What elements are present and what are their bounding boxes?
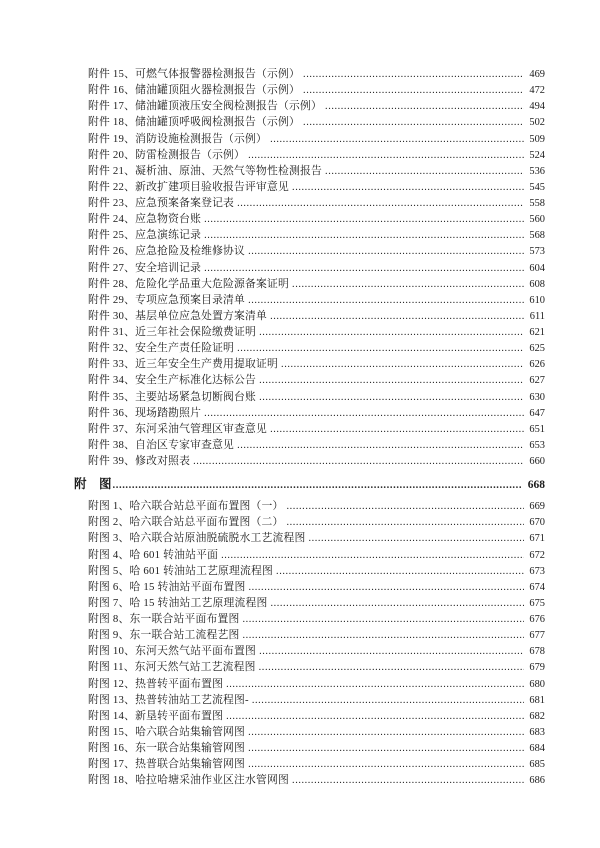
- toc-entry-page: 683: [529, 726, 545, 738]
- toc-entry: [0, 211, 600, 227]
- toc-entry: [0, 147, 600, 163]
- toc-entry: [0, 292, 600, 308]
- toc-entry: [0, 740, 600, 756]
- toc-entry: [0, 421, 600, 437]
- toc-entry-label: 附件 37、东河采油气管理区审查意见: [88, 422, 268, 435]
- toc-entry-label: 附件 17、储油罐顶液压安全阀检测报告（示例）: [88, 100, 323, 113]
- toc-entry: [0, 611, 600, 627]
- figures-heading-label: 附 图: [74, 477, 112, 492]
- toc-entry: [0, 756, 600, 772]
- toc-dot-leader: [248, 147, 524, 164]
- toc-entry-page: 627: [529, 375, 545, 387]
- toc-dot-leader: [259, 372, 524, 389]
- toc-entry: [0, 179, 600, 195]
- toc-entry: [0, 227, 600, 243]
- toc-dot-leader: [270, 595, 524, 612]
- toc-dot-leader: [204, 227, 524, 244]
- toc-dot-leader: [281, 356, 524, 373]
- toc-entry-page: 653: [529, 439, 545, 451]
- toc-entry-label: 附件 35、主要站场紧急切断阀台账: [88, 390, 257, 403]
- toc-entry-page: 494: [529, 101, 545, 113]
- toc-entry-page: 660: [529, 456, 545, 467]
- toc-entry-page: 673: [529, 565, 545, 577]
- toc-entry-page: 681: [529, 694, 545, 706]
- toc-entry: [0, 405, 600, 421]
- toc-entry-label: 附图 10、东河天然气站平面布置图: [88, 645, 257, 658]
- toc-entry: [0, 643, 600, 659]
- toc-entry-page: 545: [529, 181, 545, 193]
- toc-entry: [0, 708, 600, 724]
- toc-entry-page: 604: [529, 262, 545, 274]
- toc-entry-label: 附图 4、哈 601 转油站平面: [88, 548, 219, 561]
- toc-entry-page: 682: [529, 710, 545, 722]
- toc-dot-leader: [226, 676, 524, 693]
- toc-dot-leader: [248, 579, 524, 596]
- toc-entry-label: 附件 15、可燃气体报警器检测报告（示例）: [88, 68, 301, 80]
- toc-entry: [0, 692, 600, 708]
- toc-dot-leader: [193, 453, 524, 470]
- toc-dot-leader: [248, 724, 524, 741]
- toc-entry-label: 附图 2、哈六联合站总平面布置图（二）: [88, 516, 284, 529]
- toc-entry: [0, 356, 600, 372]
- toc-entry-label: 附图 15、哈六联合站集输管网图: [88, 725, 246, 738]
- toc-entry-page: 610: [529, 294, 545, 306]
- toc-dot-leader: [325, 98, 524, 115]
- toc-entry: [0, 82, 600, 98]
- toc-entry-label: 附件 34、安全生产标准化达标公告: [88, 374, 257, 387]
- toc-entry-label: 附图 17、热普联合站集输管网图: [88, 758, 246, 771]
- toc-entry-label: 附图 8、东一联合站平面布置图: [88, 613, 240, 625]
- toc-entry-page: 651: [529, 423, 545, 435]
- toc-entry: [0, 659, 600, 675]
- toc-entry-label: 附图 3、哈六联合站原油脱硫脱水工艺流程图: [88, 532, 306, 545]
- toc-entry: [0, 260, 600, 276]
- toc-dot-leader: [204, 405, 524, 422]
- toc-figures-list: [0, 498, 600, 788]
- toc-entry-page: 671: [529, 533, 545, 545]
- toc-entry: [0, 131, 600, 147]
- toc-entry: [0, 98, 600, 114]
- toc-dot-leader: [286, 514, 524, 531]
- toc-entry: [0, 498, 600, 514]
- toc-dot-leader: [286, 498, 524, 515]
- toc-entry-page: 568: [529, 230, 545, 242]
- toc-entry-page: 469: [529, 69, 545, 80]
- toc-entry: [0, 324, 600, 340]
- toc-entry-page: 509: [529, 133, 545, 145]
- toc-entry-label: 附件 32、安全生产责任险证明: [88, 342, 235, 355]
- toc-dot-leader: [242, 611, 524, 628]
- toc-entry: [0, 195, 600, 211]
- toc-entry-page: 675: [529, 597, 545, 609]
- toc-dot-leader: [242, 627, 524, 644]
- toc-dot-leader: [259, 389, 524, 406]
- toc-dot-leader: [248, 756, 524, 773]
- toc-entry-page: 611: [529, 310, 545, 322]
- toc-entry: [0, 276, 600, 292]
- toc-entry: [0, 340, 600, 356]
- toc-entry-page: 626: [529, 359, 545, 371]
- toc-entry: [0, 114, 600, 130]
- toc-dot-leader: [248, 243, 524, 260]
- toc-entry-label: 附件 25、应急演练记录: [88, 229, 202, 242]
- toc-entry: [0, 530, 600, 546]
- toc-entry: [0, 563, 600, 579]
- toc-dot-leader: [221, 547, 524, 564]
- toc-entry-label: 附件 24、应急物资台账: [88, 213, 202, 226]
- toc-dot-leader: [248, 292, 524, 309]
- toc-entry-label: 附图 6、哈 15 转油站平面布置图: [88, 580, 246, 593]
- toc-entry-page: 647: [529, 407, 545, 419]
- toc-entry-label: 附图 9、东一联合站工流程艺图: [88, 629, 240, 642]
- toc-entry: [0, 595, 600, 611]
- toc-dot-leader: [248, 740, 524, 757]
- toc-dot-leader: [113, 474, 521, 496]
- toc-entry-label: 附件 19、消防设施检测报告（示例）: [88, 132, 268, 145]
- toc-entry-page: 524: [529, 149, 545, 161]
- toc-entry-label: 附件 21、凝析油、原油、天然气等物性检测报告: [88, 164, 323, 177]
- toc-entry: [0, 372, 600, 388]
- toc-entry-page: 630: [529, 391, 545, 403]
- toc-entry-label: 附图 11、东河天然气站工艺流程图: [88, 661, 256, 674]
- toc-entry-page: 536: [529, 165, 545, 177]
- toc-entry: [0, 163, 600, 179]
- toc-entry-label: 附图 5、哈 601 转油站工艺原理流程图: [88, 564, 274, 577]
- toc-entry-page: 669: [529, 501, 545, 513]
- toc-entry-page: 573: [529, 246, 545, 258]
- toc-entry-page: 560: [529, 214, 545, 226]
- toc-entry-label: 附件 23、应急预案备案登记表: [88, 197, 235, 209]
- toc-entry-label: 附图 1、哈六联合站总平面布置图（一）: [88, 500, 284, 513]
- toc-entry: [0, 547, 600, 563]
- toc-entry-label: 附图 16、东一联合站集输管网图: [88, 742, 246, 754]
- toc-entry-page: 686: [529, 775, 545, 787]
- toc-dot-leader: [237, 437, 524, 454]
- toc-entry-page: 677: [529, 630, 545, 642]
- figures-heading-page: 668: [527, 479, 545, 492]
- toc-dot-leader: [270, 421, 524, 438]
- toc-entry: [0, 772, 600, 788]
- toc-entry-page: 678: [529, 646, 545, 658]
- toc-dot-leader: [270, 308, 524, 325]
- toc-entry-page: 502: [529, 117, 545, 129]
- toc-entry-page: 621: [529, 327, 545, 338]
- toc-entry-page: 685: [529, 759, 545, 771]
- toc-dot-leader: [292, 772, 524, 789]
- toc-entry-label: 附件 30、基层单位应急处置方案清单: [88, 309, 268, 322]
- toc-dot-leader: [226, 708, 524, 725]
- toc-attachments-list: [0, 66, 600, 469]
- table-of-contents: [0, 66, 600, 788]
- toc-entry: [0, 579, 600, 595]
- toc-entry: [0, 627, 600, 643]
- toc-dot-leader: [259, 643, 524, 660]
- toc-dot-leader: [292, 179, 524, 196]
- toc-entry-page: 674: [529, 581, 545, 593]
- figures-section-heading: [0, 474, 600, 495]
- toc-dot-leader: [237, 340, 524, 357]
- toc-entry-label: 附件 39、修改对照表: [88, 455, 191, 467]
- toc-entry-label: 附件 36、现场踏勘照片: [88, 406, 202, 419]
- toc-entry-page: 679: [529, 662, 545, 674]
- toc-dot-leader: [292, 276, 524, 293]
- toc-entry-page: 684: [529, 743, 545, 754]
- toc-entry-label: 附件 18、储油罐顶呼吸阀检测报告（示例）: [88, 116, 301, 129]
- toc-dot-leader: [237, 195, 524, 212]
- toc-entry-label: 附件 31、近三年社会保险缴费证明: [88, 326, 257, 338]
- toc-entry: [0, 437, 600, 453]
- toc-entry-page: 472: [529, 85, 545, 97]
- toc-entry-label: 附件 33、近三年安全生产费用提取证明: [88, 358, 279, 371]
- toc-entry-page: 680: [529, 678, 545, 690]
- toc-dot-leader: [276, 563, 524, 580]
- toc-entry: [0, 308, 600, 324]
- toc-entry: [0, 724, 600, 740]
- toc-entry-label: 附图 14、新垦转平面布置图: [88, 709, 224, 722]
- toc-dot-leader: [204, 211, 524, 228]
- toc-dot-leader: [252, 692, 524, 709]
- toc-entry-label: 附件 20、防雷检测报告（示例）: [88, 148, 246, 161]
- toc-dot-leader: [204, 260, 524, 277]
- toc-dot-leader: [303, 114, 524, 131]
- toc-entry-label: 附图 18、哈拉哈塘采油作业区注水管网图: [88, 774, 290, 787]
- toc-entry-page: 672: [529, 549, 545, 561]
- toc-entry-page: 608: [529, 278, 545, 290]
- toc-dot-leader: [303, 82, 524, 99]
- toc-entry: [0, 66, 600, 82]
- toc-dot-leader: [259, 659, 524, 676]
- toc-entry-label: 附件 28、危险化学品重大危险源备案证明: [88, 277, 290, 290]
- toc-entry: [0, 243, 600, 259]
- toc-entry-label: 附图 13、热普转油站工艺流程图-: [88, 693, 249, 706]
- toc-entry-page: 676: [529, 614, 545, 625]
- toc-entry-label: 附件 26、应急抢险及检维修协议: [88, 245, 246, 258]
- toc-dot-leader: [303, 66, 524, 83]
- toc-entry-label: 附件 27、安全培训记录: [88, 261, 202, 274]
- toc-dot-leader: [308, 530, 524, 547]
- toc-dot-leader: [325, 163, 524, 180]
- toc-entry-page: 670: [529, 517, 545, 529]
- toc-entry: [0, 676, 600, 692]
- toc-entry: [0, 514, 600, 530]
- toc-entry-label: 附件 29、专项应急预案目录清单: [88, 293, 246, 306]
- toc-entry-page: 625: [529, 343, 545, 355]
- toc-entry-label: 附件 16、储油罐顶阻火器检测报告（示例）: [88, 84, 301, 97]
- toc-dot-leader: [270, 131, 524, 148]
- toc-entry: [0, 389, 600, 405]
- toc-entry-label: 附图 12、热普转平面布置图: [88, 677, 224, 690]
- toc-entry: [0, 453, 600, 469]
- toc-entry-label: 附图 7、哈 15 转油站工艺原理流程图: [88, 596, 268, 609]
- toc-dot-leader: [259, 324, 524, 341]
- toc-entry-label: 附件 38、自治区专家审查意见: [88, 438, 235, 451]
- toc-entry-label: 附件 22、新改扩建项目验收报告评审意见: [88, 180, 290, 193]
- toc-entry-page: 558: [529, 198, 545, 209]
